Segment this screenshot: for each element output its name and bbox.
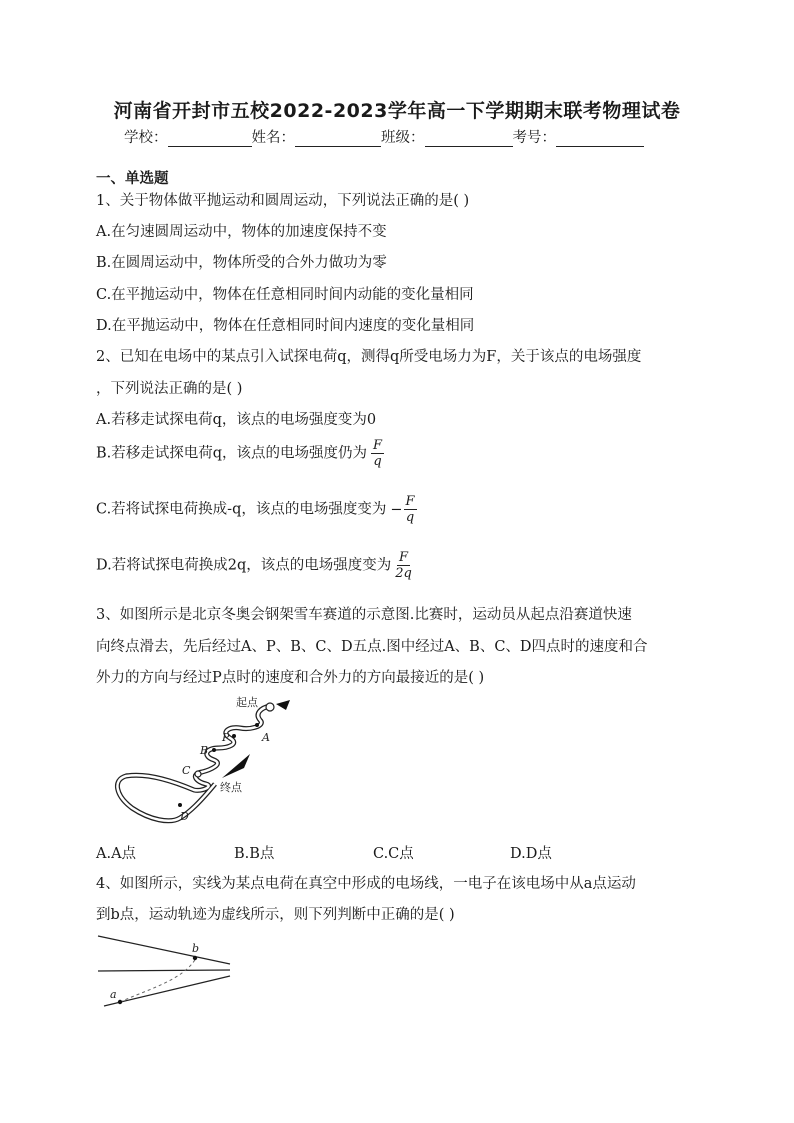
start-label: 起点	[236, 696, 258, 709]
q1-option-d[interactable]: D.在平抛运动中，物体在任意相同时间内速度的变化量相同	[96, 318, 475, 334]
school-blank[interactable]	[168, 130, 252, 147]
class-blank[interactable]	[425, 130, 513, 147]
label-p: P	[222, 731, 230, 744]
q1-option-c[interactable]: C.在平抛运动中，物体在任意相同时间内动能的变化量相同	[96, 287, 474, 303]
label-d: D	[180, 810, 189, 823]
q2-option-c[interactable]	[96, 494, 417, 525]
q2-option-b[interactable]	[96, 438, 384, 469]
electron-trajectory	[120, 958, 196, 1002]
section-heading: 一、单选题	[96, 171, 169, 187]
point-c-marker	[195, 771, 201, 777]
field-line-upper	[98, 936, 230, 964]
name-label: 姓名：	[251, 130, 295, 146]
end-flag-icon	[222, 754, 250, 778]
exam-no-label: 考号：	[512, 130, 556, 146]
start-flag-icon	[276, 700, 290, 710]
field-line-middle	[98, 970, 230, 971]
q2-stem-line1: 2、已知在电场中的某点引入试探电荷q，测得q所受电场力为F，关于该点的电场强度	[96, 349, 642, 365]
point-d-marker	[178, 803, 182, 807]
fraction-f-over-2q: $\frac{F}{2q}$	[395, 550, 412, 581]
q3-stem-line2: 向终点滑去，先后经过A、P、B、C、D五点.图中经过A、B、C、D四点时的速度和合	[96, 639, 648, 655]
q2-option-d-text: D.若将试探电荷换成2q，该点的电场强度变为	[96, 557, 392, 574]
label-a: A	[262, 731, 270, 744]
point-b-marker	[193, 956, 197, 960]
q1-option-a[interactable]: A.在匀速圆周运动中，物体的加速度保持不变	[96, 224, 387, 240]
q3-stem-line3: 外力的方向与经过P点时的速度和合外力的方向最接近的是( )	[96, 670, 485, 686]
point-b-marker	[212, 748, 216, 752]
label-a: a	[110, 988, 117, 1001]
point-a-marker	[118, 1000, 122, 1004]
fraction-f-over-q: $\frac{F}{q}$	[405, 494, 415, 525]
q1-option-b[interactable]: B.在圆周运动中，物体所受的合外力做功为零	[96, 255, 387, 271]
q2-option-a[interactable]: A.若移走试探电荷q，该点的电场强度变为0	[96, 412, 377, 428]
minus-sign: −	[390, 501, 403, 518]
point-p-marker	[232, 734, 236, 738]
label-c: C	[182, 764, 191, 777]
q4-stem-line2: 到b点，运动轨迹为虚线所示，则下列判断中正确的是( )	[96, 907, 455, 923]
label-b: b	[192, 942, 200, 955]
q3-option-b[interactable]: B.B点	[234, 846, 275, 862]
exam-no-blank[interactable]	[556, 130, 644, 147]
q2-stem-line2: ，下列说法正确的是( )	[96, 381, 243, 397]
q2-option-d[interactable]	[96, 550, 412, 581]
point-a-marker	[255, 723, 259, 727]
label-b: B	[200, 744, 209, 757]
fraction-f-over-q: $\frac{F}{q}$	[373, 438, 383, 469]
class-label: 班级：	[381, 130, 425, 146]
q3-option-d[interactable]: D.D点	[510, 846, 552, 862]
q3-option-a[interactable]: A.A点	[96, 846, 137, 862]
school-label: 学校：	[124, 130, 168, 146]
end-label: 终点	[220, 781, 242, 794]
student-info-row	[124, 126, 644, 147]
name-blank[interactable]	[295, 130, 381, 147]
q3-option-c[interactable]: C.C点	[373, 846, 414, 862]
electric-field-figure	[96, 930, 236, 1010]
page-title: 河南省开封市五校2022-2023学年高一下学期期末联考物理试卷	[113, 100, 681, 122]
q1-stem: 1、关于物体做平抛运动和圆周运动，下列说法正确的是( )	[96, 193, 470, 209]
q3-stem-line1: 3、如图所示是北京冬奥会钢架雪车赛道的示意图.比赛时，运动员从起点沿赛道快速	[96, 607, 632, 623]
track-inner	[117, 706, 270, 821]
bobsleigh-track-figure	[110, 692, 300, 832]
track-outer	[117, 706, 270, 821]
q2-option-c-text: C.若将试探电荷换成-q，该点的电场强度变为	[96, 501, 387, 518]
q2-option-b-text: B.若移走试探电荷q，该点的电场强度仍为	[96, 445, 368, 462]
field-line-lower	[104, 976, 230, 1006]
start-point-marker	[266, 703, 274, 711]
q4-stem-line1: 4、如图所示，实线为某点电荷在真空中形成的电场线，一电子在该电场中从a点运动	[96, 876, 636, 892]
